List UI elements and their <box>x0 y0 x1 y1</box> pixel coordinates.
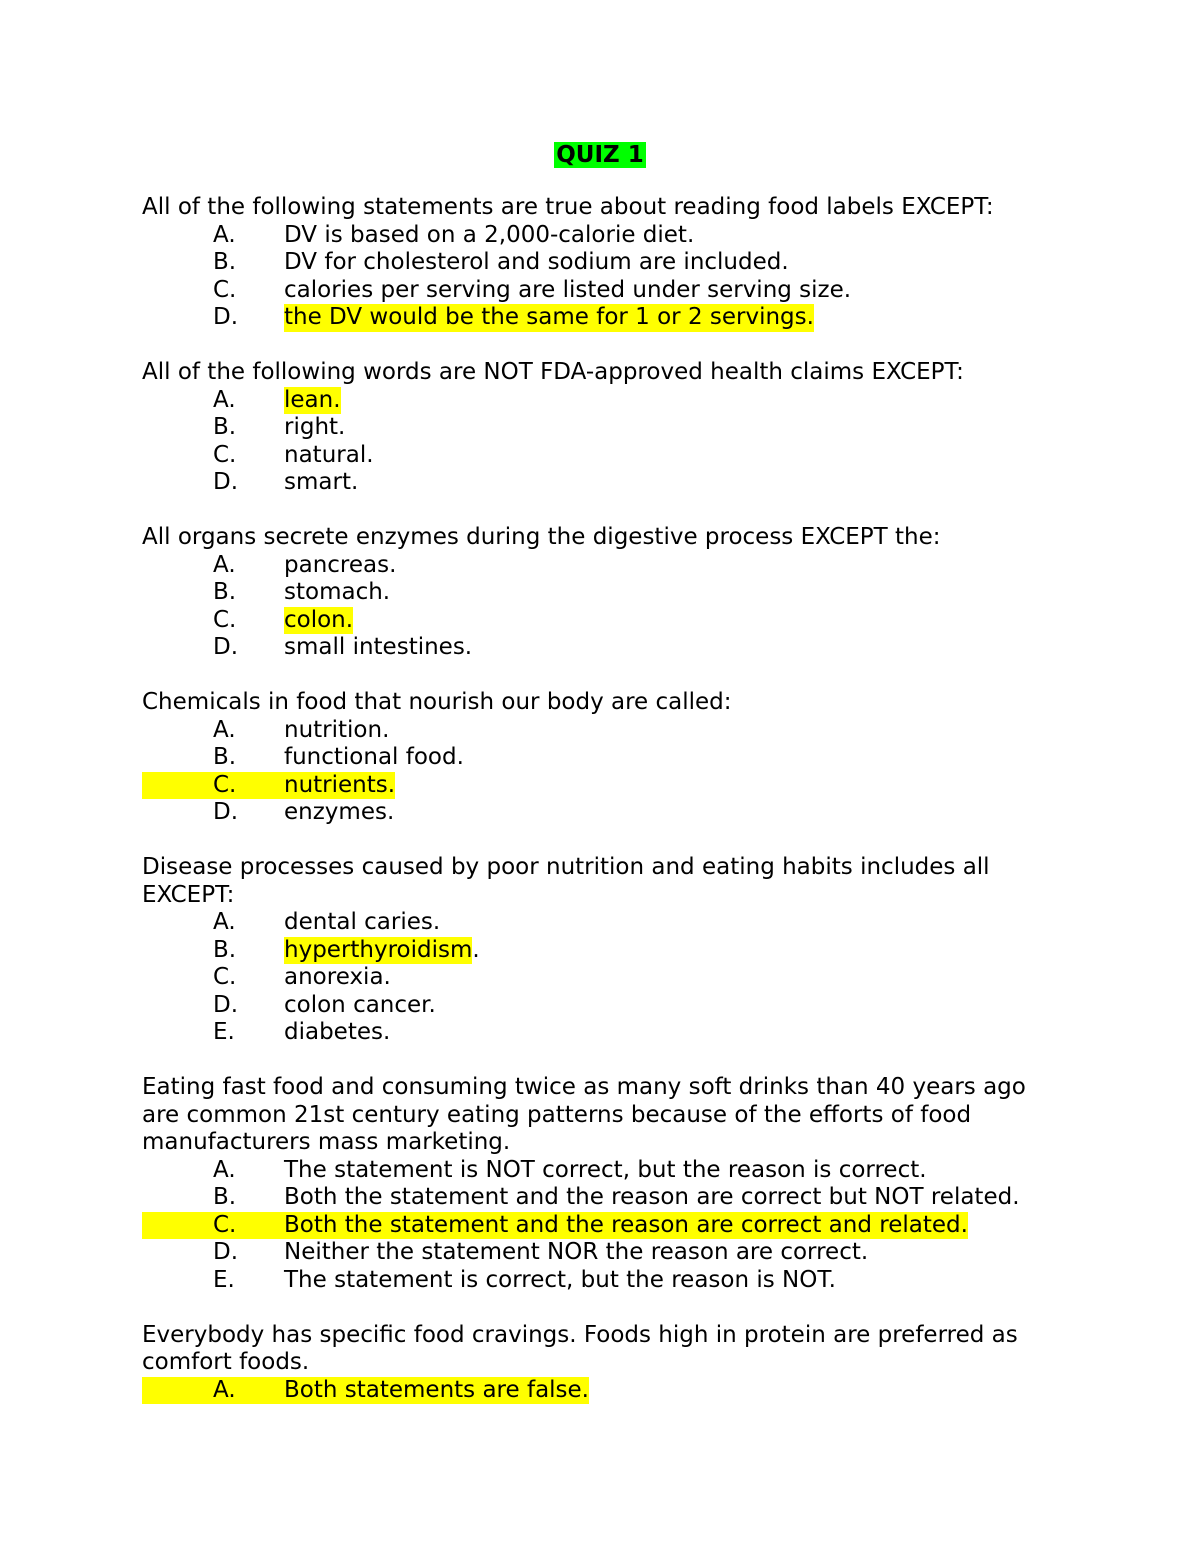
option-text: anorexia. <box>284 964 391 990</box>
question <box>142 524 1062 662</box>
option-letter: C. <box>213 964 237 990</box>
highlighted-option-text: Both the statement and the reason are correct and related. <box>284 1211 968 1238</box>
answer-options <box>142 1377 1062 1405</box>
option-letter: C. <box>213 441 237 468</box>
question <box>142 194 1062 332</box>
option-letter: B. <box>213 936 237 963</box>
question <box>142 1074 1062 1294</box>
answer-option <box>142 799 1062 827</box>
correct-answer-option <box>142 304 1062 332</box>
title-container <box>0 139 1200 171</box>
option-letter: D. <box>213 1239 239 1265</box>
option-letter: A. <box>213 1156 236 1183</box>
answer-option <box>142 717 1062 745</box>
option-letter: B. <box>213 414 237 440</box>
highlighted-option-letter: C. <box>142 1212 284 1240</box>
option-text: small intestines. <box>284 634 473 660</box>
option-text: The statement is NOT correct, but the reason is correct. <box>284 1156 927 1183</box>
option-text: stomach. <box>284 579 391 605</box>
correct-answer-option <box>142 1212 1062 1240</box>
highlighted-option-text: nutrients. <box>284 771 396 798</box>
option-letter: E. <box>213 1019 235 1045</box>
option-text: right. <box>284 414 346 440</box>
quiz-title: QUIZ 1 <box>556 142 644 168</box>
answer-options <box>142 909 1062 1047</box>
option-suffix: . <box>472 936 480 963</box>
option-letter: D. <box>213 991 239 1018</box>
answer-options <box>142 717 1062 827</box>
option-text: The statement is correct, but the reason is NOT. <box>284 1266 836 1293</box>
option-letter: A. <box>213 551 236 578</box>
answer-option <box>142 1157 1062 1185</box>
question-list <box>142 194 1062 1432</box>
answer-option <box>142 1267 1062 1295</box>
question-stem: Eating fast food and consuming twice as many soft drinks than 40 years ago are common 21st century eating patterns because of the efforts of food manufacturers mass marketing. <box>142 1074 1026 1155</box>
option-text: Both the statement and the reason are correct but NOT related. <box>284 1184 1020 1210</box>
answer-options <box>142 1157 1062 1295</box>
option-letter: A. <box>213 716 236 743</box>
correct-answer-option <box>142 387 1062 415</box>
highlighted-option-letter: C. <box>142 772 284 800</box>
answer-option <box>142 634 1062 662</box>
option-text: DV is based on a 2,000-calorie diet. <box>284 221 695 248</box>
option-letter: D. <box>213 634 239 660</box>
answer-option <box>142 277 1062 305</box>
option-letter: D. <box>213 304 239 330</box>
answer-options <box>142 387 1062 497</box>
option-text: dental caries. <box>284 909 441 935</box>
correct-answer-option <box>142 937 1062 965</box>
answer-option <box>142 1184 1062 1212</box>
option-letter: C. <box>213 276 237 303</box>
answer-option <box>142 1239 1062 1267</box>
highlighted-option-text: the DV would be the same for 1 or 2 servings. <box>284 304 814 330</box>
question <box>142 359 1062 497</box>
option-text: colon cancer. <box>284 991 436 1018</box>
question <box>142 689 1062 827</box>
question-stem: Everybody has specific food cravings. Foods high in protein are preferred as comfort foods. <box>142 1321 1018 1375</box>
option-text: nutrition. <box>284 716 390 743</box>
correct-answer-option <box>142 772 1062 800</box>
option-text: calories per serving are listed under serving size. <box>284 276 852 303</box>
highlighted-option-text: Both statements are false. <box>284 1376 589 1403</box>
answer-option <box>142 964 1062 992</box>
highlighted-option-letter: A. <box>142 1377 284 1405</box>
highlighted-option-text: colon. <box>284 606 354 633</box>
option-text: natural. <box>284 441 374 468</box>
answer-option <box>142 249 1062 277</box>
answer-options <box>142 222 1062 332</box>
answer-option <box>142 222 1062 250</box>
option-letter: B. <box>213 744 237 770</box>
option-letter: A. <box>213 221 236 248</box>
option-text: functional food. <box>284 744 464 770</box>
highlighted-option-text: lean. <box>284 386 341 413</box>
option-letter: B. <box>213 579 237 605</box>
answer-options <box>142 552 1062 662</box>
answer-option <box>142 909 1062 937</box>
option-text: Neither the statement NOR the reason are correct. <box>284 1239 869 1265</box>
answer-option <box>142 1019 1062 1047</box>
answer-option <box>142 469 1062 497</box>
answer-option <box>142 992 1062 1020</box>
option-text: DV for cholesterol and sodium are included. <box>284 249 789 275</box>
correct-answer-option <box>142 607 1062 635</box>
question <box>142 1322 1062 1405</box>
question-stem: Disease processes caused by poor nutrition and eating habits includes all EXCEPT: <box>142 854 990 908</box>
option-text: smart. <box>284 469 359 495</box>
question-stem: All organs secrete enzymes during the digestive process EXCEPT the: <box>142 524 941 550</box>
option-letter: C. <box>213 606 237 633</box>
option-letter: D. <box>213 469 239 495</box>
option-text: pancreas. <box>284 551 397 578</box>
question-stem: All of the following words are NOT FDA-approved health claims EXCEPT: <box>142 359 964 385</box>
question-stem: Chemicals in food that nourish our body are called: <box>142 689 732 715</box>
option-letter: A. <box>213 386 236 413</box>
answer-option <box>142 552 1062 580</box>
option-letter: D. <box>213 799 239 825</box>
correct-answer-option <box>142 1377 1062 1405</box>
answer-option <box>142 442 1062 470</box>
question <box>142 854 1062 1047</box>
option-letter: B. <box>213 1184 237 1210</box>
option-letter: E. <box>213 1266 235 1293</box>
option-letter: A. <box>213 909 236 935</box>
question-stem: All of the following statements are true about reading food labels EXCEPT: <box>142 194 994 220</box>
highlighted-option-text: hyperthyroidism <box>284 936 473 963</box>
option-text: enzymes. <box>284 799 395 825</box>
option-letter: B. <box>213 249 237 275</box>
answer-option <box>142 579 1062 607</box>
answer-option <box>142 744 1062 772</box>
answer-option <box>142 414 1062 442</box>
option-text: diabetes. <box>284 1019 391 1045</box>
